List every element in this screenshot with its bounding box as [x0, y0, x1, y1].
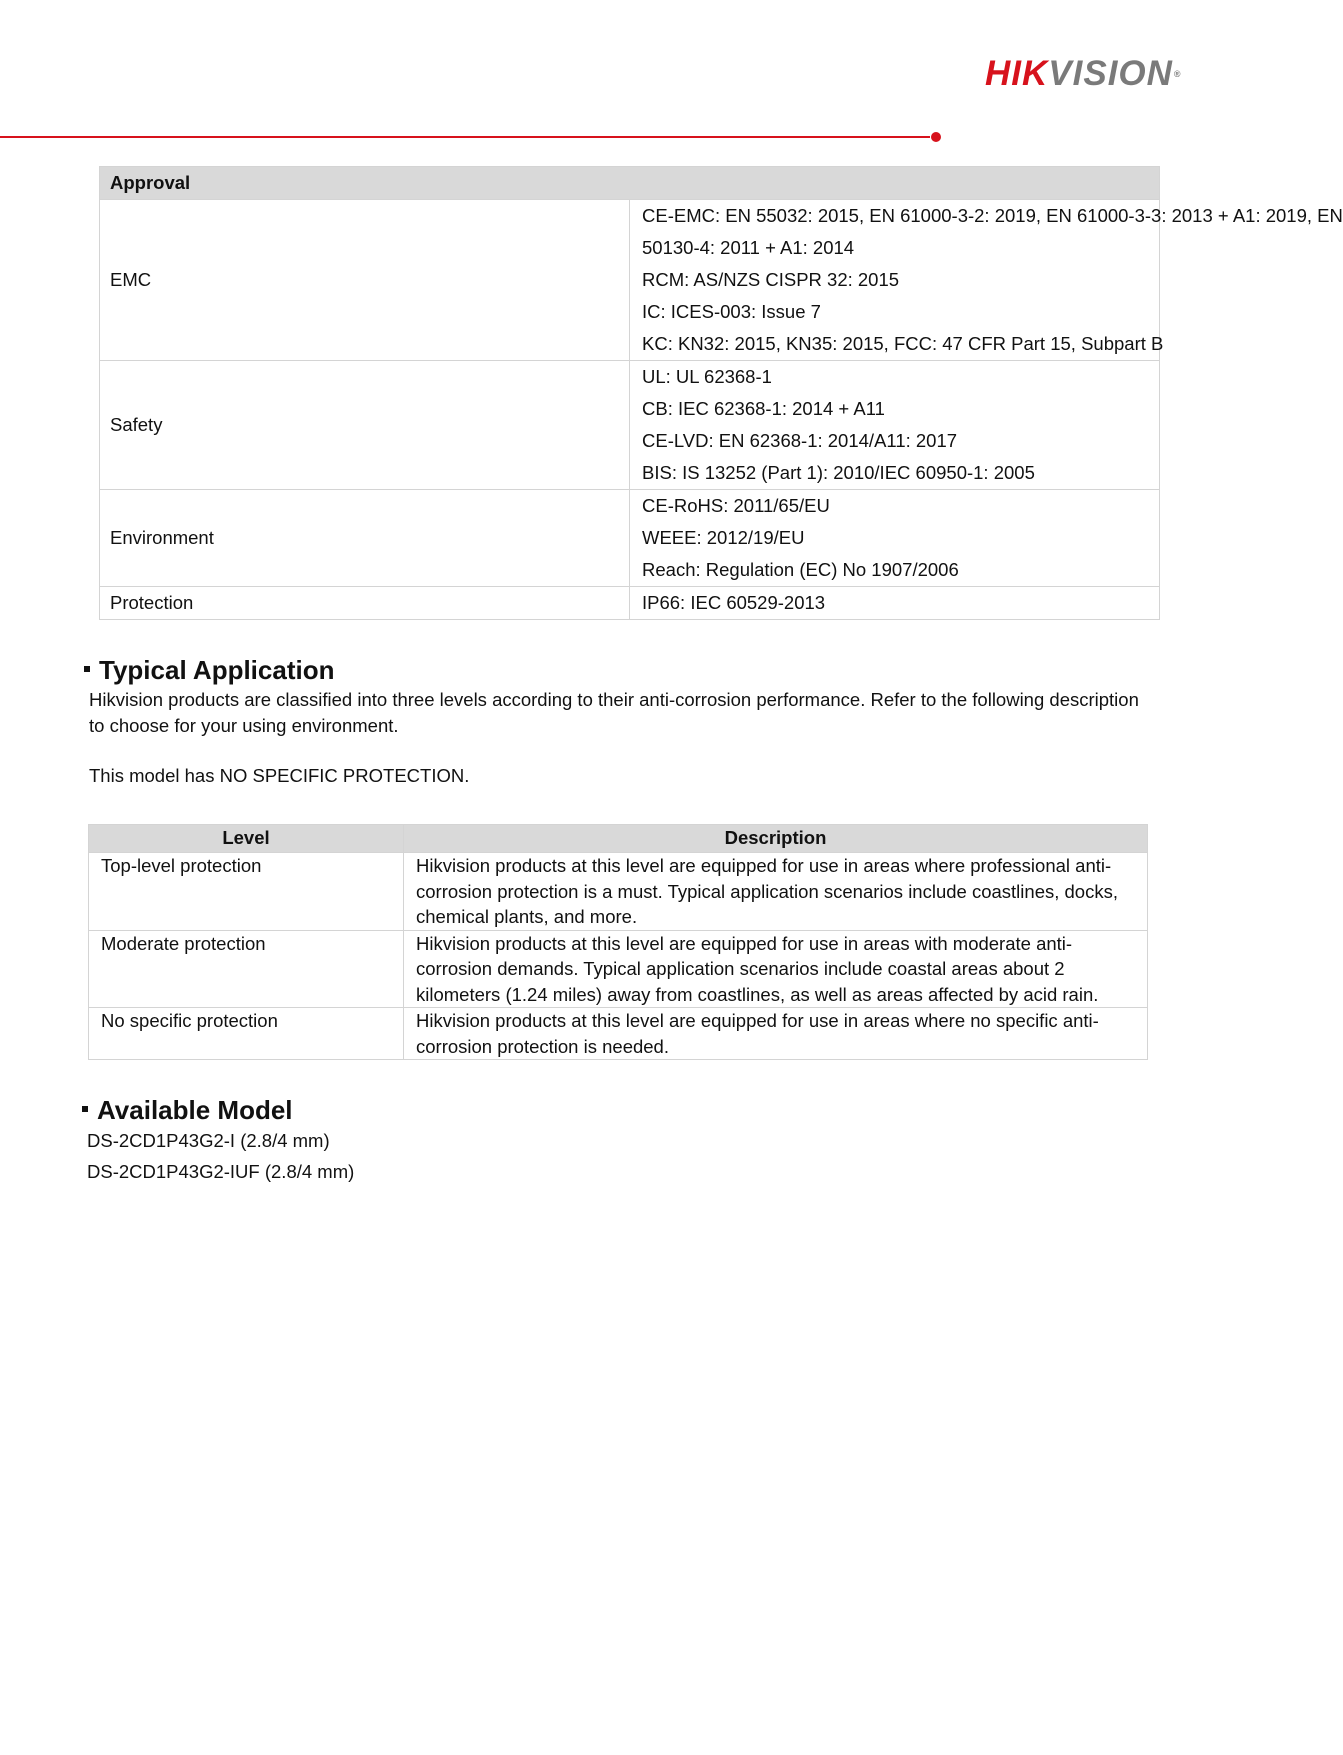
- approval-value: WEEE: 2012/19/EU: [642, 527, 805, 548]
- approval-values: [630, 361, 1160, 490]
- logo-registered: ®: [1173, 69, 1182, 79]
- level-description: Hikvision products at this level are equipped for use in areas where professional anti-corrosion protection is a must. Typical application scenarios include coastlines, docks, chemical plants, and more.: [404, 853, 1148, 931]
- approval-label: Environment: [100, 490, 630, 587]
- table-row: [89, 930, 1148, 1008]
- approval-values: [630, 200, 1343, 361]
- approval-value: RCM: AS/NZS CISPR 32: 2015: [642, 269, 900, 290]
- approval-values: [630, 587, 1160, 620]
- section-title-text: Available Model: [97, 1095, 293, 1125]
- approval-header: Approval: [100, 167, 1160, 200]
- approval-label: Safety: [100, 361, 630, 490]
- levels-header-row: [89, 825, 1148, 853]
- level-description: Hikvision products at this level are equipped for use in areas where no specific anti-corrosion protection is needed.: [404, 1008, 1148, 1060]
- approval-value: IC: ICES-003: Issue 7: [642, 301, 821, 322]
- logo-vision: VISION: [1048, 54, 1173, 93]
- levels-header-description: Description: [404, 825, 1148, 853]
- approval-label: EMC: [100, 200, 630, 361]
- approval-row-safety: [100, 361, 1160, 490]
- model-item: DS-2CD1P43G2-I (2.8/4 mm): [87, 1130, 330, 1151]
- hikvision-logo: [985, 56, 1182, 92]
- approval-value: BIS: IS 13252 (Part 1): 2010/IEC 60950-1: 2005: [642, 462, 1035, 483]
- table-row: [89, 853, 1148, 931]
- approval-value: CB: IEC 62368-1: 2014 + A11: [642, 398, 885, 419]
- approval-value: CE-LVD: EN 62368-1: 2014/A11: 2017: [642, 430, 958, 451]
- approval-value: CE-RoHS: 2011/65/EU: [642, 495, 830, 516]
- level-description: Hikvision products at this level are equipped for use in areas with moderate anti-corrosion demands. Typical application scenarios include coastal areas about 2 kilometers (1.24 miles) away from coastlines, as well as areas affected by acid rain.: [404, 930, 1148, 1008]
- section-title-available-model: [82, 1095, 293, 1125]
- header-divider-dot: [931, 132, 941, 142]
- approval-value: KC: KN32: 2015, KN35: 2015, FCC: 47 CFR Part 15, Subpart B: [642, 333, 1164, 354]
- protection-levels-table: [88, 824, 1148, 1060]
- approval-row-environment: [100, 490, 1160, 587]
- model-protection-note: This model has NO SPECIFIC PROTECTION.: [89, 765, 470, 786]
- approval-row-emc: [100, 200, 1160, 361]
- approval-table: [99, 166, 1343, 620]
- level-name: No specific protection: [89, 1008, 404, 1060]
- approval-value: 50130-4: 2011 + A1: 2014: [642, 237, 855, 258]
- approval-header-row: [100, 167, 1160, 200]
- typical-application-intro: Hikvision products are classified into three levels according to their anti-corrosion performance. Refer to the following description to choose for your using environment.: [89, 689, 1139, 736]
- approval-row-protection: [100, 587, 1160, 620]
- approval-label: Protection: [100, 587, 630, 620]
- approval-value: UL: UL 62368-1: [642, 366, 772, 387]
- approval-values: [630, 490, 1160, 587]
- section-bullet-icon: [82, 1106, 88, 1112]
- model-item: DS-2CD1P43G2-IUF (2.8/4 mm): [87, 1161, 355, 1182]
- levels-header-level: Level: [89, 825, 404, 853]
- section-title-text: Typical Application: [99, 655, 335, 685]
- logo-hik: HIK: [985, 54, 1049, 93]
- section-bullet-icon: [84, 666, 90, 672]
- section-title-typical-application: [84, 655, 334, 685]
- level-name: Top-level protection: [89, 853, 404, 931]
- level-name: Moderate protection: [89, 930, 404, 1008]
- header-divider: [0, 136, 930, 138]
- approval-value: IP66: IEC 60529-2013: [642, 592, 826, 613]
- approval-value: Reach: Regulation (EC) No 1907/2006: [642, 559, 959, 580]
- approval-value: CE-EMC: EN 55032: 2015, EN 61000-3-2: 2019, EN 61000-3-3: 2013 + A1: 2019, EN: [642, 205, 1343, 226]
- table-row: [89, 1008, 1148, 1060]
